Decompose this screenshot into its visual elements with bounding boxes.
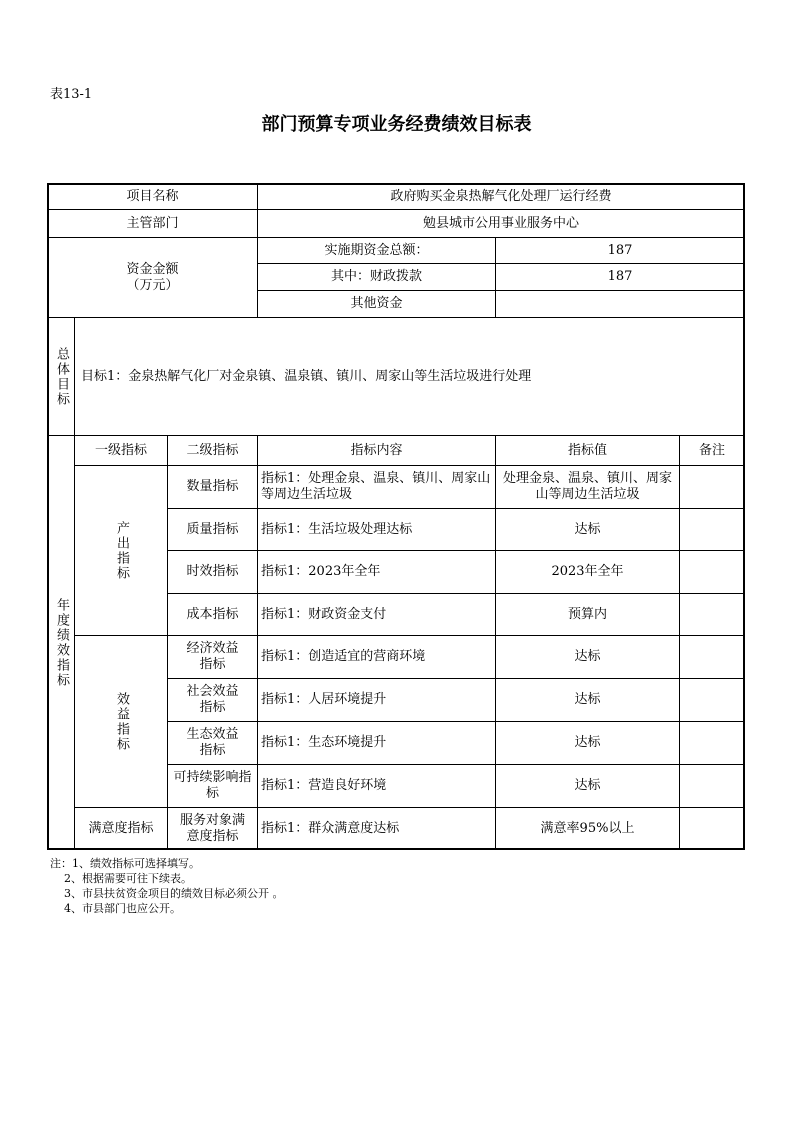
funds-label-line2: （万元） [126,277,179,293]
row-value: 达标 [495,508,680,551]
row-note [679,721,745,765]
page-title: 部门预算专项业务经费绩效目标表 [261,114,532,135]
project-name-label: 项目名称 [47,183,258,210]
row-level2: 时效指标 [167,550,258,594]
row-level2: 成本指标 [167,593,258,636]
row-value: 达标 [495,721,680,765]
dept-value: 勉县城市公用事业服务中心 [257,209,745,238]
header-content: 指标内容 [257,435,496,466]
footnote: 4、市县部门也应公开。 [50,902,181,915]
row-note [679,635,745,679]
row-value: 达标 [495,678,680,722]
total-funds-label: 实施期资金总额： [257,237,496,264]
row-level2: 生态效益指标 [167,721,258,765]
row-level2: 可持续影响指标 [167,764,258,808]
row-level2: 服务对象满意度指标 [167,807,258,850]
row-note [679,508,745,551]
row-value: 处理金泉、温泉、镇川、周家山等周边生活垃圾 [495,465,680,509]
row-value: 预算内 [495,593,680,636]
row-note [679,465,745,509]
row-level2: 经济效益指标 [167,635,258,679]
header-value: 指标值 [495,435,680,466]
row-level2: 数量指标 [167,465,258,509]
row-content: 指标1：人居环境提升 [257,678,496,722]
dept-label: 主管部门 [47,209,258,238]
benefit-indicators-label: 效益指标 [74,635,168,808]
goal-text: 目标1：金泉热解气化厂对金泉镇、温泉镇、镇川、周家山等生活垃圾进行处理 [74,317,745,436]
row-level2: 社会效益指标 [167,678,258,722]
footnote: 注：1、绩效指标可选择填写。 [50,857,200,870]
other-funds-value [495,290,745,318]
goal-label: 总体目标 [47,317,75,436]
row-content: 指标1：2023年全年 [257,550,496,594]
row-note [679,593,745,636]
row-content: 指标1：创造适宜的营商环境 [257,635,496,679]
footnotes [50,856,283,916]
row-value: 满意率95%以上 [495,807,680,850]
row-content: 指标1：群众满意度达标 [257,807,496,850]
header-note: 备注 [679,435,745,466]
other-funds-label: 其他资金 [257,290,496,318]
row-note [679,764,745,808]
row-note [679,807,745,850]
funds-label [47,237,258,318]
row-content: 指标1：财政资金支付 [257,593,496,636]
fiscal-funds-value: 187 [495,263,745,291]
total-funds-value: 187 [495,237,745,264]
project-name-value: 政府购买金泉热解气化处理厂运行经费 [257,183,745,210]
row-value: 2023年全年 [495,550,680,594]
row-note [679,550,745,594]
row-content: 指标1：处理金泉、温泉、镇川、周家山等周边生活垃圾 [257,465,496,509]
table-code: 表13-1 [50,87,93,102]
output-indicators-label: 产出指标 [74,465,168,636]
footnote: 3、市县扶贫资金项目的绩效目标必须公开 。 [50,887,284,900]
footnote: 2、根据需要可往下续表。 [50,872,192,885]
satisfaction-indicators-label: 满意度指标 [74,807,168,850]
fiscal-funds-label: 其中：财政拨款 [257,263,496,291]
header-level1: 一级指标 [74,435,168,466]
funds-label-line1: 资金金额 [126,261,179,277]
row-content: 指标1：营造良好环境 [257,764,496,808]
indicators-section-label: 年度绩效指标 [47,435,75,850]
row-content: 指标1：生态环境提升 [257,721,496,765]
row-note [679,678,745,722]
row-value: 达标 [495,635,680,679]
row-content: 指标1：生活垃圾处理达标 [257,508,496,551]
row-value: 达标 [495,764,680,808]
header-level2: 二级指标 [167,435,258,466]
row-level2: 质量指标 [167,508,258,551]
